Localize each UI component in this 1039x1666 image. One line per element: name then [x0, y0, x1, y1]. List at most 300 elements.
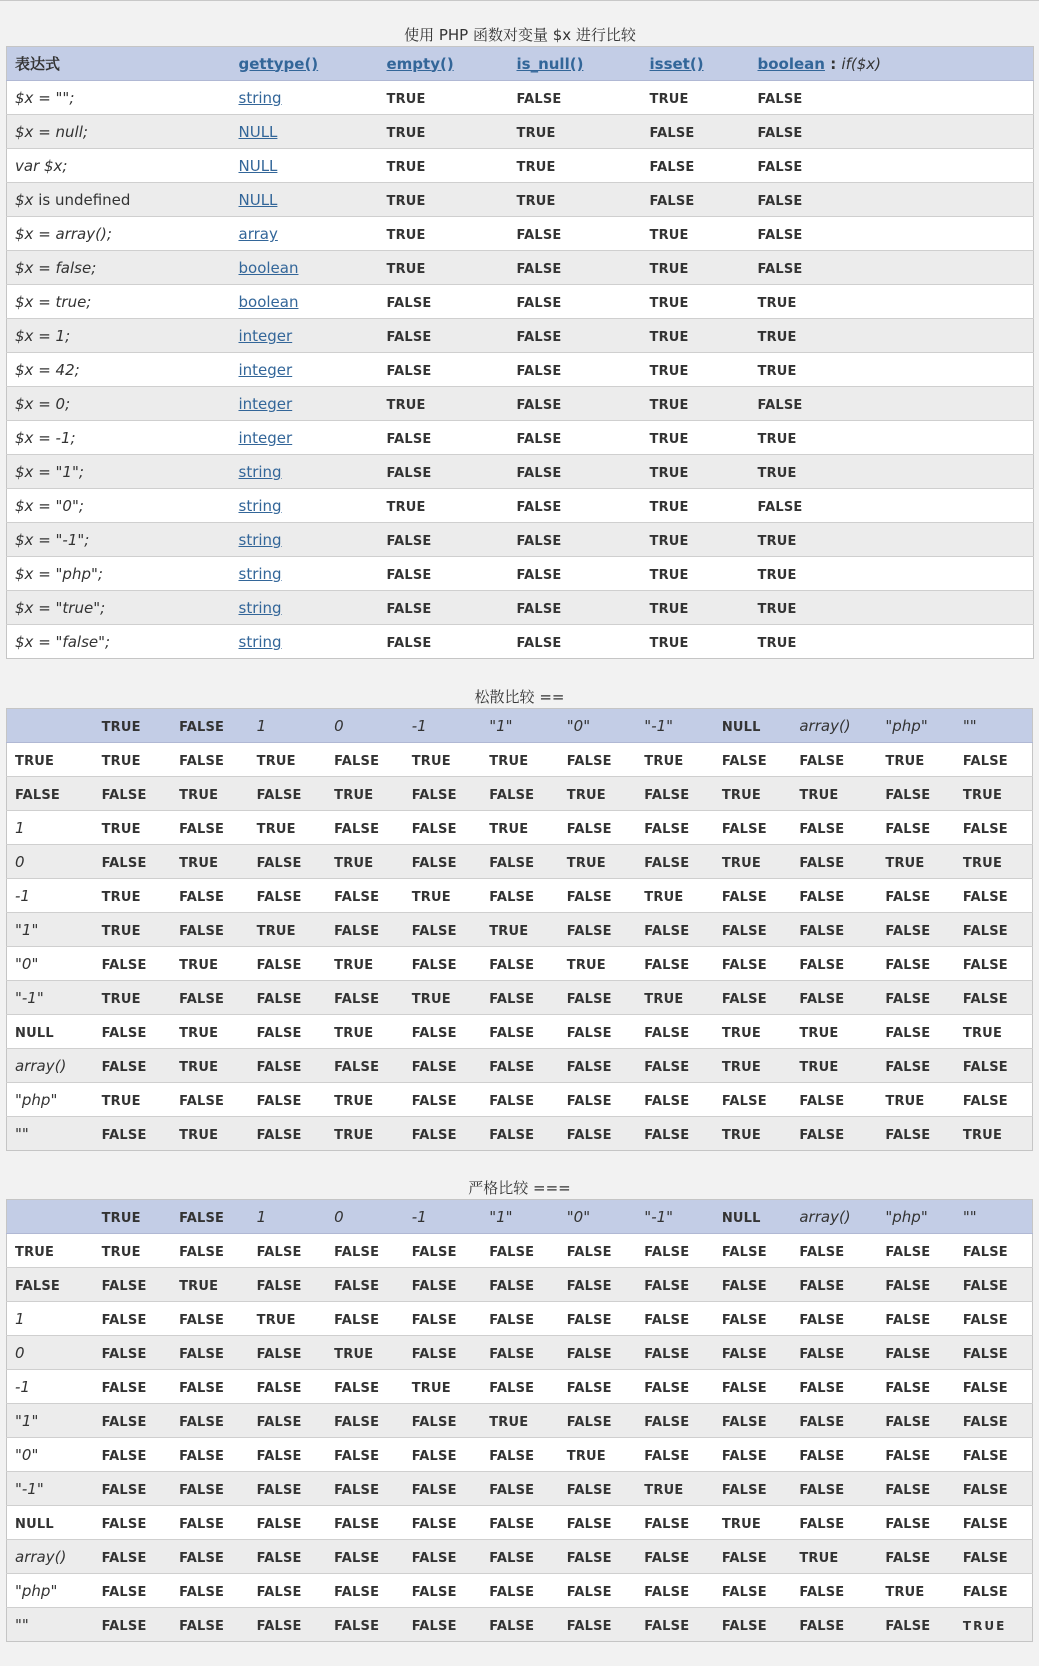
- comparison-value: FALSE: [411, 1279, 457, 1294]
- expression-text: $x = 1;: [15, 327, 71, 345]
- column-label: array(): [799, 1207, 851, 1226]
- comparison-cell: [955, 1302, 1033, 1336]
- boolean-cell: [750, 455, 1034, 489]
- comparison-cell: [94, 1083, 172, 1117]
- expression-text: $x = "true";: [15, 599, 106, 617]
- row-label: FALSE: [15, 788, 60, 803]
- boolean-value: FALSE: [757, 160, 803, 175]
- boolean-value: FALSE: [757, 92, 803, 107]
- table-row: [7, 285, 1034, 319]
- comparison-cell: [559, 1438, 637, 1472]
- php-functions-header-row: [7, 47, 1034, 81]
- php-functions-caption: 使用 PHP 函数对变量 $x 进行比较: [404, 26, 636, 44]
- comparison-cell: [636, 1268, 714, 1302]
- comparison-value: FALSE: [489, 1517, 535, 1532]
- comparison-cell: [877, 879, 955, 913]
- comparison-cell: [171, 981, 249, 1015]
- isset-value: TRUE: [649, 262, 689, 277]
- column-header: [249, 1200, 327, 1234]
- comparison-value: FALSE: [721, 1483, 767, 1498]
- type-link[interactable]: array: [238, 225, 278, 243]
- comparison-cell: [249, 777, 327, 811]
- empty-link[interactable]: empty(): [386, 54, 454, 73]
- comparison-value: FALSE: [885, 1449, 931, 1464]
- table-row: [7, 81, 1034, 115]
- comparison-cell: [559, 1608, 637, 1642]
- expression-text: var $x;: [15, 157, 68, 175]
- comparison-value: FALSE: [566, 754, 612, 769]
- is-null-cell: [509, 455, 642, 489]
- column-header: [404, 709, 482, 743]
- comparison-value: TRUE: [179, 788, 219, 803]
- comparison-value: TRUE: [489, 822, 529, 837]
- comparison-value: FALSE: [411, 1313, 457, 1328]
- table-row: [7, 455, 1034, 489]
- comparison-cell: [94, 1472, 172, 1506]
- isset-value: TRUE: [649, 500, 689, 515]
- comparison-cell: [714, 1049, 792, 1083]
- column-label: FALSE: [179, 719, 225, 735]
- comparison-value: FALSE: [489, 1026, 535, 1041]
- comparison-value: FALSE: [799, 924, 845, 939]
- comparison-value: TRUE: [411, 754, 451, 769]
- comparison-value: FALSE: [334, 1585, 380, 1600]
- is-null-value: TRUE: [516, 160, 556, 175]
- expression-text: $x = "";: [15, 89, 75, 107]
- row-header: [7, 981, 94, 1015]
- comparison-cell: [94, 1608, 172, 1642]
- is-null-value: FALSE: [516, 534, 562, 549]
- comparison-cell: [171, 1015, 249, 1049]
- comparison-value: FALSE: [885, 1551, 931, 1566]
- comparison-value: FALSE: [256, 1551, 302, 1566]
- isset-value: FALSE: [649, 160, 695, 175]
- comparison-value: FALSE: [962, 1094, 1008, 1109]
- comparison-value: FALSE: [566, 1060, 612, 1075]
- comparison-cell: [636, 913, 714, 947]
- comparison-cell: [559, 1083, 637, 1117]
- comparison-value: FALSE: [721, 1245, 767, 1260]
- row-header: [7, 777, 94, 811]
- comparison-value: FALSE: [489, 1279, 535, 1294]
- column-label: NULL: [721, 1210, 761, 1226]
- table-row: [7, 913, 1033, 947]
- is-null-cell: [509, 557, 642, 591]
- comparison-cell: [955, 1574, 1033, 1608]
- boolean-cell: [750, 387, 1034, 421]
- comparison-value: FALSE: [721, 1415, 767, 1430]
- comparison-cell: [714, 743, 792, 777]
- comparison-cell: [955, 1472, 1033, 1506]
- comparison-cell: [791, 1574, 877, 1608]
- comparison-value: FALSE: [962, 1279, 1008, 1294]
- empty-cell: [379, 183, 509, 217]
- comparison-value: TRUE: [334, 788, 374, 803]
- comparison-value: FALSE: [566, 1517, 612, 1532]
- gettype-link[interactable]: gettype(): [238, 54, 319, 73]
- comparison-cell: [714, 1015, 792, 1049]
- comparison-cell: [171, 947, 249, 981]
- column-header: [559, 1200, 637, 1234]
- comparison-value: FALSE: [962, 924, 1008, 939]
- header-expression: 表达式: [7, 47, 231, 81]
- empty-value: FALSE: [386, 330, 432, 345]
- comparison-cell: [326, 1083, 404, 1117]
- table-row: [7, 743, 1033, 777]
- header-boolean-cell: [750, 47, 1034, 81]
- comparison-cell: [714, 1268, 792, 1302]
- table-row: [7, 1049, 1033, 1083]
- table-row: [7, 1438, 1033, 1472]
- type-link[interactable]: string: [238, 531, 282, 549]
- comparison-value: FALSE: [885, 958, 931, 973]
- comparison-cell: [877, 1083, 955, 1117]
- comparison-value: FALSE: [101, 1619, 147, 1634]
- comparison-value: FALSE: [962, 1313, 1008, 1328]
- isset-cell: [642, 285, 750, 319]
- table-row: [7, 149, 1034, 183]
- comparison-cell: [404, 811, 482, 845]
- comparison-value: FALSE: [799, 822, 845, 837]
- comparison-cell: [955, 1268, 1033, 1302]
- is-null-value: FALSE: [516, 636, 562, 651]
- expression-cell: [7, 489, 231, 523]
- type-link[interactable]: string: [238, 599, 282, 617]
- is-null-value: FALSE: [516, 92, 562, 107]
- row-label: "": [15, 1125, 29, 1143]
- comparison-cell: [481, 1506, 559, 1540]
- boolean-link[interactable]: boolean: [757, 54, 825, 73]
- column-label: "-1": [644, 716, 674, 735]
- comparison-cell: [404, 1049, 482, 1083]
- comparison-value: FALSE: [644, 1551, 690, 1566]
- is-null-cell: [509, 81, 642, 115]
- expression-text: $x = 0;: [15, 395, 71, 413]
- expression-cell: [7, 217, 231, 251]
- comparison-value: FALSE: [644, 1279, 690, 1294]
- comparison-cell: [955, 1015, 1033, 1049]
- comparison-cell: [791, 981, 877, 1015]
- comparison-cell: [877, 947, 955, 981]
- comparison-cell: [171, 1049, 249, 1083]
- type-link[interactable]: integer: [238, 395, 293, 413]
- expression-text: is undefined: [33, 191, 131, 209]
- is-null-cell: [509, 353, 642, 387]
- comparison-cell: [955, 845, 1033, 879]
- type-cell: [231, 353, 379, 387]
- comparison-cell: [249, 811, 327, 845]
- comparison-cell: [94, 1370, 172, 1404]
- comparison-value: FALSE: [179, 1347, 225, 1362]
- comparison-value: TRUE: [101, 1094, 141, 1109]
- row-label: "": [15, 1616, 29, 1634]
- comparison-value: FALSE: [101, 1517, 147, 1532]
- comparison-cell: [714, 913, 792, 947]
- comparison-value: FALSE: [962, 1060, 1008, 1075]
- comparison-value: FALSE: [489, 1128, 535, 1143]
- comparison-cell: [791, 1117, 877, 1151]
- expression-cell: [7, 319, 231, 353]
- comparison-cell: [94, 981, 172, 1015]
- type-link[interactable]: NULL: [238, 123, 278, 141]
- type-link[interactable]: string: [238, 497, 282, 515]
- comparison-value: FALSE: [101, 1415, 147, 1430]
- comparison-value: FALSE: [566, 1245, 612, 1260]
- comparison-cell: [791, 811, 877, 845]
- is-null-cell: [509, 421, 642, 455]
- comparison-value: FALSE: [799, 754, 845, 769]
- comparison-cell: [559, 1049, 637, 1083]
- empty-value: TRUE: [386, 228, 426, 243]
- comparison-value: FALSE: [101, 856, 147, 871]
- comparison-cell: [791, 743, 877, 777]
- type-link[interactable]: boolean: [238, 259, 299, 277]
- comparison-value: FALSE: [644, 1094, 690, 1109]
- comparison-value: TRUE: [962, 1619, 1007, 1633]
- loose-comparison-caption: 松散比较 ==: [474, 688, 565, 706]
- isset-value: FALSE: [649, 126, 695, 141]
- comparison-cell: [877, 1015, 955, 1049]
- type-cell: [231, 285, 379, 319]
- column-label: -1: [411, 1207, 427, 1226]
- type-link[interactable]: integer: [238, 361, 293, 379]
- comparison-cell: [559, 913, 637, 947]
- column-header: [791, 709, 877, 743]
- comparison-cell: [559, 1472, 637, 1506]
- header-boolean-if: if($x): [841, 54, 881, 73]
- row-label: "0": [15, 1446, 39, 1464]
- comparison-value: TRUE: [885, 754, 925, 769]
- comparison-value: TRUE: [489, 1415, 529, 1430]
- comparison-value: FALSE: [411, 822, 457, 837]
- type-link[interactable]: integer: [238, 327, 293, 345]
- column-label: "0": [566, 716, 591, 735]
- comparison-cell: [404, 1608, 482, 1642]
- boolean-cell: [750, 115, 1034, 149]
- comparison-cell: [326, 1234, 404, 1268]
- table-row: [7, 217, 1034, 251]
- type-link[interactable]: NULL: [238, 191, 278, 209]
- comparison-cell: [636, 1404, 714, 1438]
- table-row: [7, 625, 1034, 659]
- comparison-value: FALSE: [885, 788, 931, 803]
- table-row: [7, 1117, 1033, 1151]
- comparison-cell: [877, 1472, 955, 1506]
- expression-text: $x = -1;: [15, 429, 76, 447]
- comparison-value: TRUE: [566, 958, 606, 973]
- row-label: array(): [15, 1548, 67, 1566]
- comparison-cell: [249, 1506, 327, 1540]
- empty-value: FALSE: [386, 432, 432, 447]
- column-label: "php": [885, 1207, 928, 1226]
- comparison-cell: [404, 777, 482, 811]
- type-link[interactable]: string: [238, 633, 282, 651]
- empty-cell: [379, 115, 509, 149]
- table-row: [7, 523, 1034, 557]
- comparison-value: FALSE: [962, 1483, 1008, 1498]
- comparison-value: FALSE: [644, 924, 690, 939]
- isset-cell: [642, 591, 750, 625]
- type-link[interactable]: string: [238, 565, 282, 583]
- comparison-value: FALSE: [334, 1483, 380, 1498]
- type-link[interactable]: string: [238, 463, 282, 481]
- empty-value: FALSE: [386, 534, 432, 549]
- comparison-value: FALSE: [489, 856, 535, 871]
- comparison-value: FALSE: [566, 1094, 612, 1109]
- comparison-cell: [791, 1234, 877, 1268]
- comparison-value: FALSE: [799, 1483, 845, 1498]
- row-header: [7, 845, 94, 879]
- table-row: [7, 1574, 1033, 1608]
- empty-cell: [379, 149, 509, 183]
- type-link[interactable]: NULL: [238, 157, 278, 175]
- comparison-value: FALSE: [885, 1517, 931, 1532]
- comparison-value: TRUE: [256, 754, 296, 769]
- boolean-cell: [750, 183, 1034, 217]
- comparison-value: FALSE: [411, 1026, 457, 1041]
- row-header: [7, 1083, 94, 1117]
- comparison-value: TRUE: [179, 958, 219, 973]
- comparison-cell: [404, 1438, 482, 1472]
- comparison-cell: [877, 1336, 955, 1370]
- comparison-value: FALSE: [644, 1381, 690, 1396]
- comparison-cell: [955, 777, 1033, 811]
- comparison-cell: [636, 1506, 714, 1540]
- comparison-value: FALSE: [179, 1449, 225, 1464]
- table-row: [7, 981, 1033, 1015]
- comparison-cell: [94, 1234, 172, 1268]
- empty-value: FALSE: [386, 636, 432, 651]
- empty-value: TRUE: [386, 500, 426, 515]
- boolean-cell: [750, 625, 1034, 659]
- expression-text: $x = true;: [15, 293, 92, 311]
- comparison-cell: [559, 947, 637, 981]
- comparison-value: FALSE: [101, 1551, 147, 1566]
- table-row: [7, 879, 1033, 913]
- comparison-value: FALSE: [334, 1517, 380, 1532]
- comparison-value: FALSE: [644, 856, 690, 871]
- comparison-cell: [171, 1472, 249, 1506]
- comparison-value: FALSE: [489, 1094, 535, 1109]
- column-label: 1: [256, 716, 267, 735]
- column-header: [249, 709, 327, 743]
- column-label: 0: [334, 716, 344, 735]
- comparison-value: FALSE: [489, 992, 535, 1007]
- boolean-value: TRUE: [757, 364, 797, 379]
- comparison-cell: [636, 1302, 714, 1336]
- boolean-value: TRUE: [757, 636, 797, 651]
- comparison-cell: [326, 1472, 404, 1506]
- row-label: "php": [15, 1582, 58, 1600]
- comparison-value: FALSE: [644, 1128, 690, 1143]
- comparison-cell: [481, 1540, 559, 1574]
- comparison-cell: [171, 743, 249, 777]
- comparison-cell: [326, 1404, 404, 1438]
- row-label: "1": [15, 921, 39, 939]
- row-header: [7, 1015, 94, 1049]
- type-link[interactable]: string: [238, 89, 282, 107]
- isset-value: TRUE: [649, 92, 689, 107]
- comparison-cell: [249, 1049, 327, 1083]
- row-label: NULL: [15, 1517, 54, 1532]
- comparison-cell: [171, 811, 249, 845]
- comparison-cell: [877, 1049, 955, 1083]
- comparison-value: FALSE: [644, 822, 690, 837]
- comparison-value: FALSE: [962, 1381, 1008, 1396]
- is-null-cell: [509, 591, 642, 625]
- comparison-value: FALSE: [566, 1483, 612, 1498]
- isset-link[interactable]: isset(): [649, 54, 704, 73]
- comparison-value: FALSE: [799, 958, 845, 973]
- comparison-value: TRUE: [962, 1128, 1003, 1143]
- expression-text: $x = "php";: [15, 565, 103, 583]
- comparison-value: FALSE: [179, 890, 225, 905]
- table-row: [7, 947, 1033, 981]
- comparison-value: FALSE: [101, 1279, 147, 1294]
- isset-cell: [642, 353, 750, 387]
- comparison-value: FALSE: [644, 1517, 690, 1532]
- comparison-value: FALSE: [179, 1483, 225, 1498]
- empty-cell: [379, 455, 509, 489]
- comparison-value: FALSE: [256, 1415, 302, 1430]
- comparison-cell: [326, 913, 404, 947]
- boolean-cell: [750, 251, 1034, 285]
- comparison-cell: [559, 743, 637, 777]
- type-link[interactable]: integer: [238, 429, 293, 447]
- comparison-cell: [714, 1083, 792, 1117]
- comparison-cell: [326, 1268, 404, 1302]
- is-null-value: FALSE: [516, 296, 562, 311]
- comparison-value: FALSE: [885, 1415, 931, 1430]
- comparison-cell: [326, 1540, 404, 1574]
- isset-cell: [642, 557, 750, 591]
- is-null-cell: [509, 625, 642, 659]
- comparison-value: FALSE: [721, 992, 767, 1007]
- is-null-value: FALSE: [516, 602, 562, 617]
- row-header: [7, 1608, 94, 1642]
- comparison-cell: [791, 1540, 877, 1574]
- is-null-link[interactable]: is_null(): [516, 54, 584, 73]
- row-label: "1": [15, 1412, 39, 1430]
- comparison-value: FALSE: [179, 1585, 225, 1600]
- comparison-value: FALSE: [962, 890, 1008, 905]
- boolean-cell: [750, 353, 1034, 387]
- comparison-cell: [404, 947, 482, 981]
- comparison-value: FALSE: [962, 1585, 1008, 1600]
- comparison-cell: [326, 1015, 404, 1049]
- column-header: [955, 709, 1033, 743]
- type-link[interactable]: boolean: [238, 293, 299, 311]
- row-label: -1: [15, 1378, 30, 1396]
- column-header: [94, 709, 172, 743]
- comparison-value: FALSE: [179, 924, 225, 939]
- comparison-value: FALSE: [885, 1060, 931, 1075]
- comparison-cell: [326, 845, 404, 879]
- comparison-cell: [481, 1049, 559, 1083]
- php-functions-table: [6, 24, 1034, 659]
- table-row: [7, 115, 1034, 149]
- comparison-value: TRUE: [644, 1483, 684, 1498]
- comparison-value: FALSE: [179, 1313, 225, 1328]
- header-gettype-cell: [231, 47, 379, 81]
- boolean-value: TRUE: [757, 534, 797, 549]
- comparison-value: TRUE: [101, 822, 141, 837]
- comparison-cell: [791, 845, 877, 879]
- empty-cell: [379, 217, 509, 251]
- comparison-value: TRUE: [962, 788, 1003, 803]
- type-cell: [231, 217, 379, 251]
- comparison-cell: [877, 1540, 955, 1574]
